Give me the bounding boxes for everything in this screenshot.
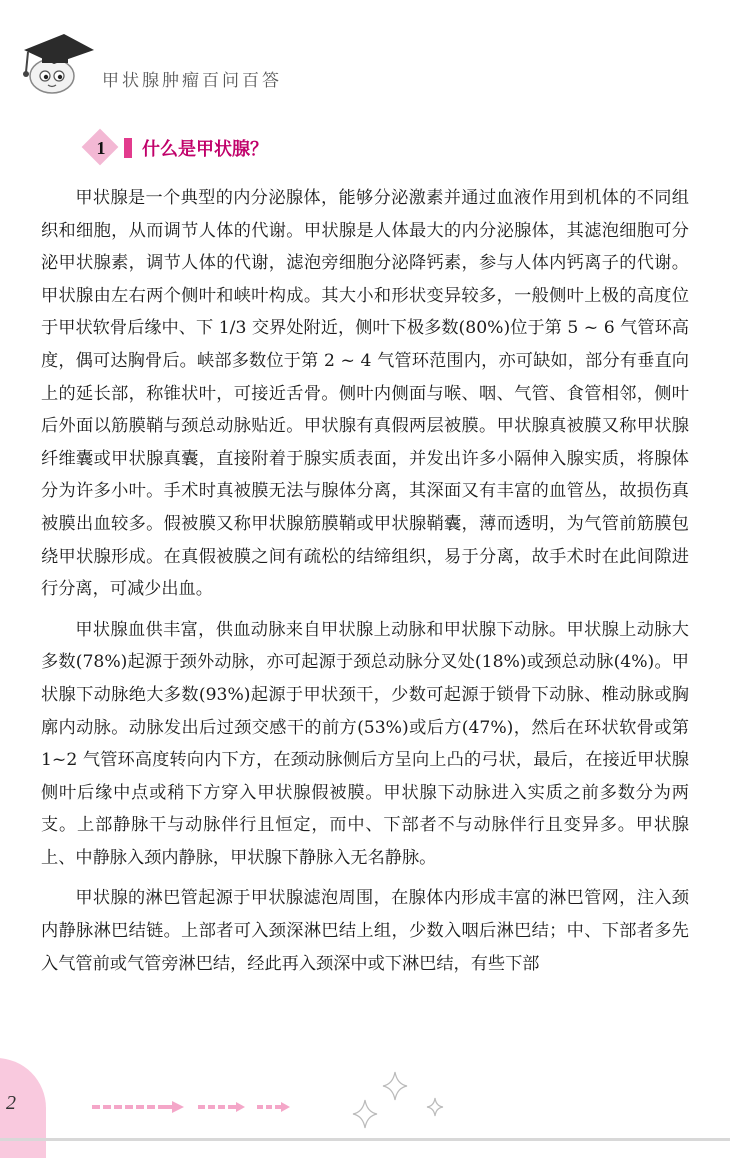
question-header bbox=[84, 131, 268, 165]
dashed-arrow-icon bbox=[92, 1100, 302, 1114]
article-body bbox=[41, 182, 689, 988]
question-number-badge bbox=[84, 131, 118, 165]
question-title: 什么是甲状腺？ bbox=[142, 139, 268, 160]
paragraph-2: 甲状腺血供丰富，供血动脉来自甲状腺上动脉和甲状腺下动脉。甲状腺上动脉大多数(78%)起源于颈外动脉，亦可起源于颈总动脉分叉处(18%)或颈总动脉(4%)。甲状腺下动脉绝大多数(93%)起源于甲状颈干，少数可起源于锁骨下动脉、椎动脉或胸廓内动脉。动脉发出后过颈交感干的前方(53%)或后方(47%)，然后在环状软骨或第 1~2 气管环高度转向内下方，在颈动脉侧后方呈向上凸的弓状，最后，在接近甲状腺侧叶后缘中点或稍下方穿入甲状腺假被膜。甲状腺下动脉进入实质之前多数分为两支。上部静脉干与动脉伴行且恒定，而中、下部者不与动脉伴行且变异多。甲状腺上、中静脉入颈内静脉，甲状腺下静脉入无名静脉。 bbox=[41, 619, 689, 868]
graduation-cap-mascot-icon bbox=[14, 28, 96, 98]
paragraph-1: 甲状腺是一个典型的内分泌腺体，能够分泌激素并通过血液作用到机体的不同组织和细胞，从而调节人体的代谢。甲状腺是人体最大的内分泌腺体，其滤泡细胞可分泌甲状腺素，调节人体的代谢，滤泡旁细胞分泌降钙素，参与人体内钙离子的代谢。甲状腺由左右两个侧叶和峡叶构成。其大小和形状变异较多，一般侧叶上极的高度位于甲状软骨后缘中、下 1/3 交界处附近，侧叶下极多数(80%)位于第 5 ~ 6 气管环高度，偶可达胸骨后。峡部多数位于第 2 ~ 4 气管环范围内，亦可缺如，部分有垂直向上的延长部，称锥状叶，可接近舌骨。侧叶内侧面与喉、咽、气管、食管相邻，侧叶后外面以筋膜鞘与颈总动脉贴近。甲状腺有真假两层被膜。甲状腺真被膜又称甲状腺纤维囊或甲状腺真囊，直接附着于腺实质表面，并发出许多小隔伸入腺实质，将腺体分为许多小叶。手术时真被膜无法与腺体分离，其深面又有丰富的血管丛，故损伤真被膜出血较多。假被膜又称甲状腺筋膜鞘或甲状腺鞘囊，薄而透明，为气管前筋膜包绕甲状腺形成。在真假被膜之间有疏松的结缔组织，易于分离，故手术时在此间隙进行分离，可减少出血。 bbox=[41, 188, 689, 600]
question-number: 1 bbox=[96, 138, 106, 158]
paragraph-3: 甲状腺的淋巴管起源于甲状腺滤泡周围，在腺体内形成丰富的淋巴管网，注入颈内静脉淋巴结链。上部者可入颈深淋巴结上组，少数入咽后淋巴结；中、下部者多先入气管前或气管旁淋巴结，经此再入颈深中或下淋巴结，有些下部 bbox=[41, 888, 689, 974]
sparkle-stars-icon bbox=[345, 1060, 465, 1140]
accent-bar bbox=[124, 138, 132, 158]
page-number: 2 bbox=[6, 1092, 16, 1114]
book-title: 甲状腺肿瘤百问百答 bbox=[102, 71, 282, 91]
